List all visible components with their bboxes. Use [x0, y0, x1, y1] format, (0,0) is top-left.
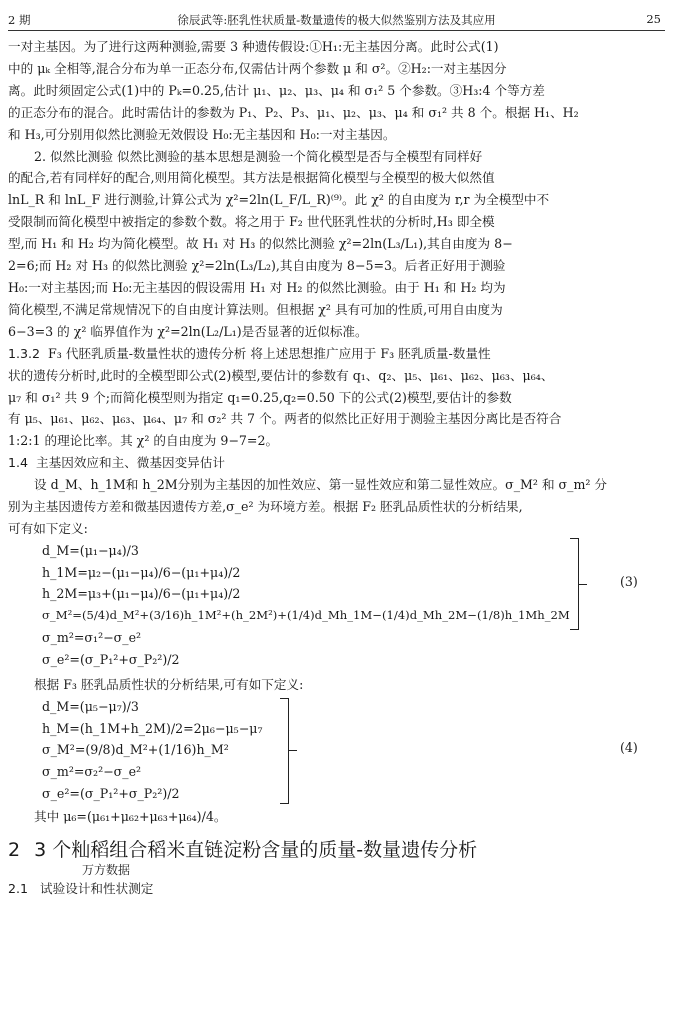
text-line: 型,而 H₁ 和 H₂ 均为简化模型。故 H₁ 对 H₃ 的似然比测验 χ²=2ln(L₃/L₁),其自由度为 8− — [8, 236, 513, 252]
text-line: 的配合,若有同样好的配合,则用简化模型。其方法是根据简化模型与全模型的极大似然值 — [8, 170, 495, 186]
equation-line: σ_m²=σ₁²−σ_e² — [42, 630, 142, 646]
equation-line: σ_M²=(5/4)d_M²+(3/16)h_1M²+(h_2M²)+(1/4)d_Mh_1M−(1/4)d_Mh_2M−(1/8)h_1Mh_2M — [42, 608, 570, 623]
text-line: 和 H₃,可分别用似然比测验无效假设 H₀:无主基因和 H₀:一对主基因。 — [8, 126, 396, 142]
section-title: 3 个籼稻组合稻米直链淀粉含量的质量-数量遗传分析 — [34, 838, 478, 861]
equation-line: σ_M²=(9/8)d_M²+(1/16)h_M² — [42, 742, 229, 758]
text-line: 可有如下定义: — [8, 520, 88, 536]
section-heading-1-4 — [8, 452, 665, 474]
running-title: 徐辰武等:胚乳性状质量-数量遗传的极大似然鉴别方法及其应用 — [177, 13, 496, 27]
text-line: 一对主基因。为了进行这两种测验,需要 3 种遗传假设:①H₁:无主基因分离。此时公式(1) — [8, 39, 499, 54]
paragraph-definitions — [8, 474, 665, 540]
text-line: 有 μ₅、μ₆₁、μ₆₂、μ₆₃、μ₆₄、μ₇ 和 σ₂² 共 7 个。两者的似然比正好用于测验主基因分离比是否符合 — [8, 411, 562, 427]
section-heading-1-3-2 — [8, 343, 665, 365]
watermark-text: 万方数据 — [82, 862, 131, 877]
brace-icon — [570, 538, 579, 630]
text-line: 简化模型,不满足常规情况下的自由度计算法则。但根据 χ² 具有可加的性质,可用自由度为 — [8, 301, 503, 317]
text-line: 其中 μ₆=(μ₆₁+μ₆₂+μ₆₃+μ₆₄)/4。 — [34, 808, 227, 824]
text-line: 受限制而简化模型中被指定的参数个数。将之用于 F₂ 世代胚乳性状的分析时,H₃ 即全模 — [8, 214, 495, 230]
section-number: 1.3.2 — [8, 345, 41, 361]
text-line: 1:2:1 的理论比率。其 χ² 的自由度为 9−7=2。 — [8, 433, 279, 449]
equation-line: h_M=(h_1M+h_2M)/2=2μ₆−μ₅−μ₇ — [42, 720, 263, 736]
section-title: 试验设计和性状测定 — [40, 880, 154, 896]
text-line: 根据 F₃ 胚乳品质性状的分析结果,可有如下定义: — [34, 676, 304, 692]
brace-icon — [280, 698, 289, 804]
section-number: 1.4 — [8, 455, 29, 471]
equation-line: h_2M=μ₃+(μ₁−μ₄)/6−(μ₁+μ₄)/2 — [42, 586, 241, 602]
text-line: 设 d_M、h_1M和 h_2M分别为主基因的加性效应、第一显性效应和第二显性效应。σ_M² 和 σ_m² 分 — [34, 477, 608, 493]
brace-tip-icon — [579, 584, 587, 585]
section-title: 主基因效应和主、微基因变异估计 — [36, 455, 225, 471]
equation-line: σ_e²=(σ_P₁²+σ_P₂²)/2 — [42, 785, 180, 801]
equation-number-3: (3) — [620, 573, 638, 589]
brace-tip-icon — [289, 750, 297, 751]
text-line: 6−3=3 的 χ² 临界值作为 χ²=2ln(L₂/L₁)是否显著的近似标准。 — [8, 323, 368, 339]
text-line: lnL_R 和 lnL_F 进行测验,计算公式为 χ²=2ln(L_F/L_R)⁽⁹⁾。此 χ² 的自由度为 r,r 为全模型中不 — [8, 192, 550, 208]
text-line: 2. 似然比测验 似然比测验的基本思想是测验一个简化模型是否与全模型有同样好 — [34, 148, 483, 164]
text-line: 状的遗传分析时,此时的全模型即公式(2)模型,要估计的参数有 q₁、q₂、μ₅、μ₆₁、μ₆₂、μ₆₃、μ₆₄、 — [8, 367, 554, 383]
section-1-3-2 — [8, 343, 665, 453]
text-line: H₀:一对主基因;而 H₀:无主基因的假设需用 H₁ 对 H₂ 的似然比测验。由于 H₁ 和 H₂ 均为 — [8, 279, 506, 295]
page-number: 25 — [646, 12, 661, 26]
text-line: 离。此时须固定公式(1)中的 Pₖ=0.25,估计 μ₁、μ₂、μ₃、μ₄ 和 σ₁² 5 个参数。③H₃:4 个等方差 — [8, 82, 545, 98]
body-text — [8, 36, 665, 900]
equation-line: σ_m²=σ₂²−σ_e² — [42, 764, 142, 780]
text-line: 中的 μₖ 全相等,混合分布为单一正态分布,仅需估计两个参数 μ 和 σ²。②H₂:一对主基因分 — [8, 60, 507, 76]
equation-group-3 — [42, 540, 665, 672]
paragraph-likelihood-ratio — [8, 146, 665, 343]
equation-line: h_1M=μ₂−(μ₁−μ₄)/6−(μ₁+μ₄)/2 — [42, 564, 241, 580]
paragraph-hypotheses — [8, 36, 665, 146]
equation-line: σ_e²=(σ_P₁²+σ_P₂²)/2 — [42, 651, 180, 667]
running-header — [8, 8, 665, 31]
equation-number-4: (4) — [620, 739, 638, 755]
equation-line: d_M=(μ₅−μ₇)/3 — [42, 698, 139, 714]
issue-number: 2 期 — [8, 13, 31, 27]
text-line: 的正态分布的混合。此时需估计的参数为 P₁、P₂、P₃、μ₁、μ₂、μ₃、μ₄ 和 σ₁² 共 8 个。根据 H₁、H₂ — [8, 104, 579, 120]
text-line: 别为主基因遗传方差和微基因遗传方差,σ_e² 为环境方差。根据 F₂ 胚乳品质性状的分析结果, — [8, 499, 523, 515]
equation-line: d_M=(μ₁−μ₄)/3 — [42, 542, 139, 558]
section-number: 2 — [8, 838, 21, 861]
text-line: F₃ 代胚乳质量-数量性状的遗传分析 将上述思想推广应用于 F₃ 胚乳质量-数量性 — [48, 345, 491, 361]
text-line: 2=6;而 H₂ 对 H₃ 的似然比测验 χ²=2ln(L₃/L₂),其自由度为 8−5=3。后者正好用于测验 — [8, 258, 506, 274]
text-line: μ₇ 和 σ₁² 共 9 个;而简化模型则为指定 q₁=0.25,q₂=0.50 下的公式(2)模型,要估计的参数 — [8, 389, 512, 405]
section-number: 2.1 — [8, 880, 29, 896]
section-heading-2-1 — [8, 878, 665, 900]
equation-group-4 — [42, 696, 665, 806]
section-heading-2 — [8, 838, 665, 862]
